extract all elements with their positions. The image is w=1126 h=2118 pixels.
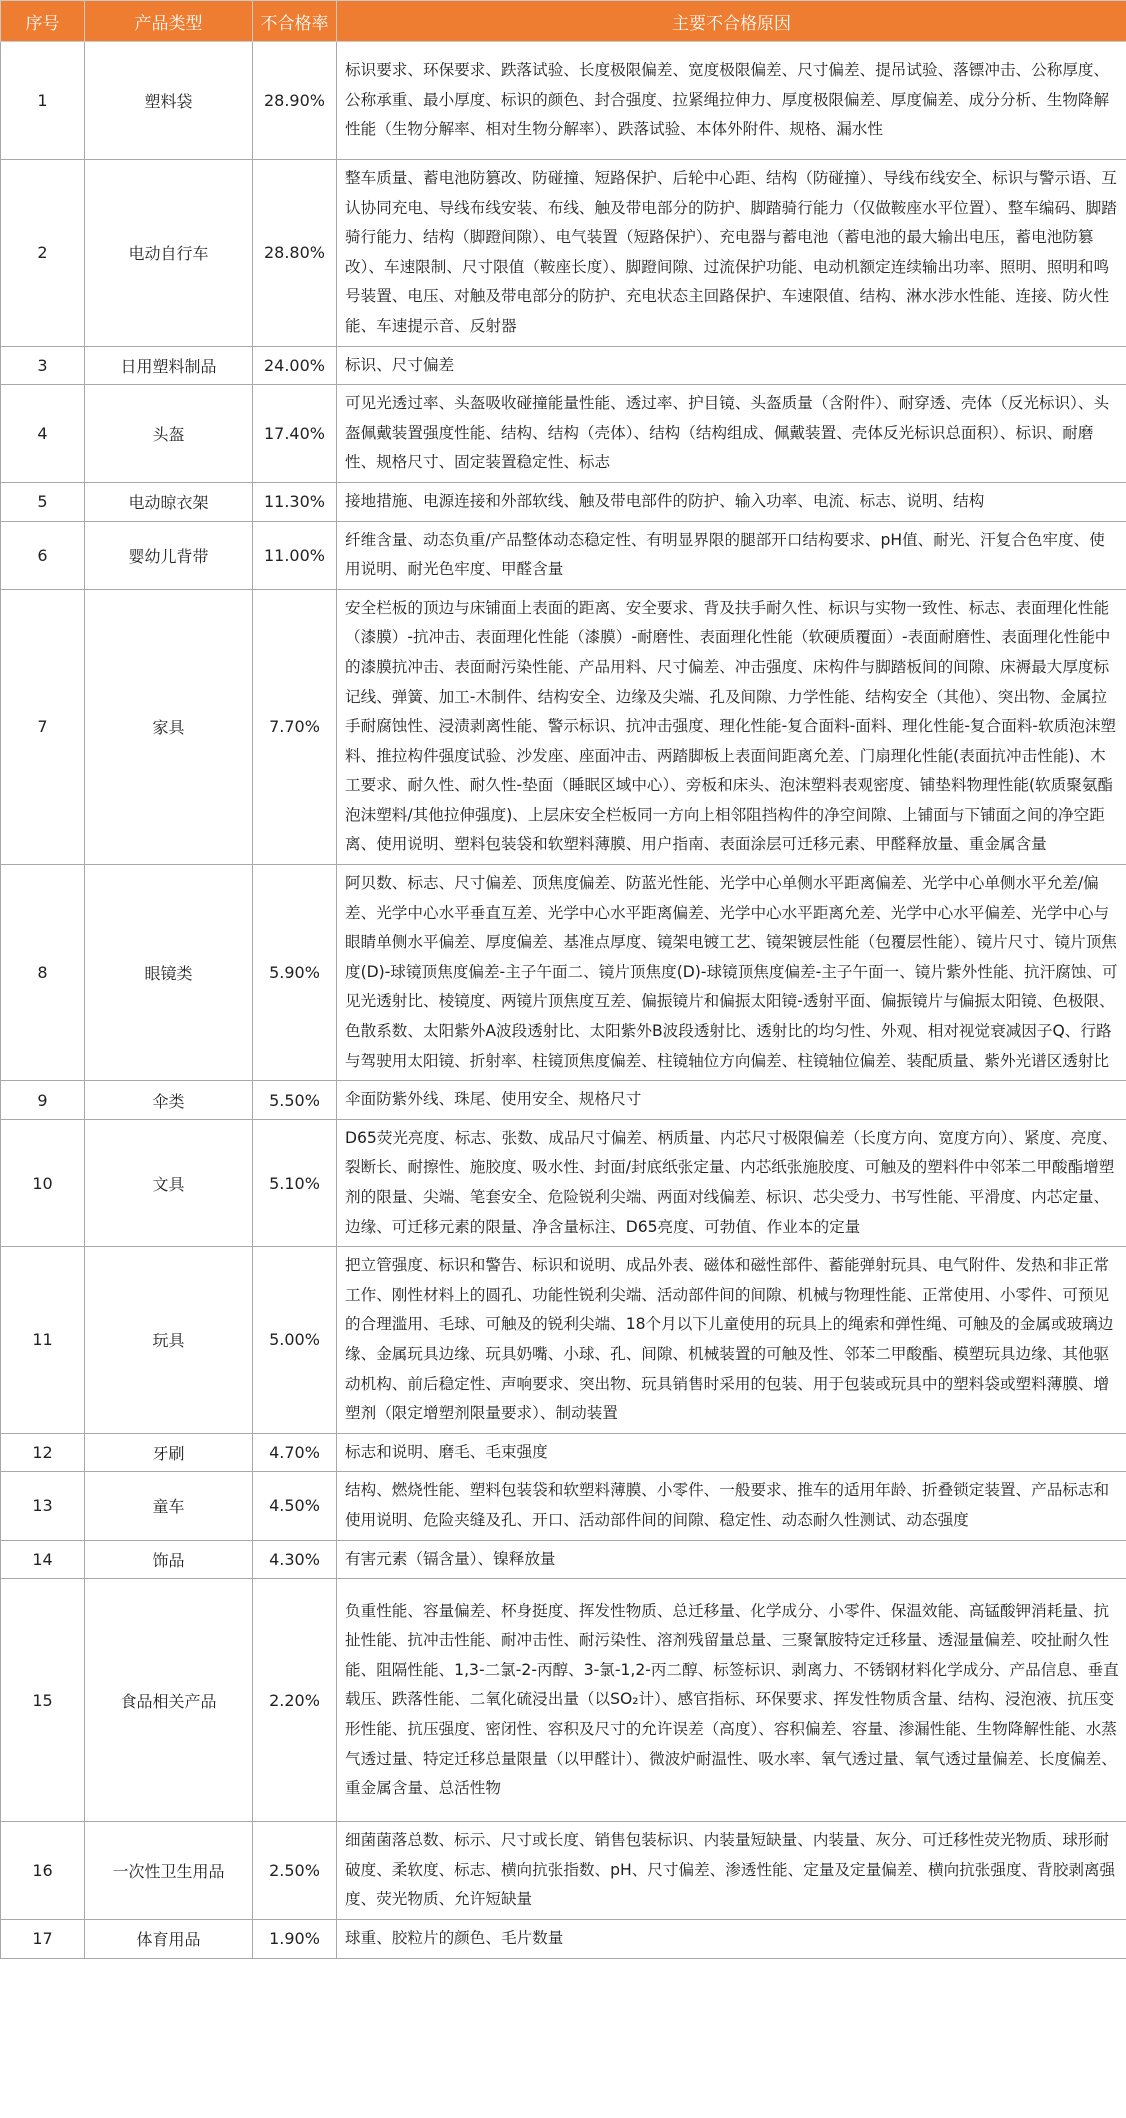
row-rate: 5.50%	[253, 1081, 337, 1120]
row-rate: 2.20%	[253, 1579, 337, 1822]
row-reason: 把立管强度、标识和警告、标识和说明、成品外表、磁体和磁性部件、蓄能弹射玩具、电气附件、发热和非正常工作、刚性材料上的圆孔、功能性锐利尖端、活动部件间的间隙、机械与物理性能、正常使用、小零件、可预见的合理滥用、毛球、可触及的锐利尖端、18个月以下儿童使用的玩具上的绳索和弹性绳、可触及的金属或玻璃边缘、金属玩具边缘、玩具奶嘴、小球、孔、间隙、机械装置的可触及性、邻苯二甲酸酯、模塑玩具边缘、其他驱动机构、前后稳定性、声响要求、突出物、玩具销售时采用的包装、用于包装或玩具中的塑料袋或塑料薄膜、增塑剂（限定增塑剂限量要求）、制动装置	[337, 1247, 1126, 1434]
row-reason: 安全栏板的顶边与床铺面上表面的距离、安全要求、背及扶手耐久性、标识与实物一致性、标志、表面理化性能（漆膜）-抗冲击、表面理化性能（漆膜）-耐磨性、表面理化性能（软硬质覆面）-表面耐磨性、表面理化性能中的漆膜抗冲击、表面耐污染性能、产品用料、尺寸偏差、冲击强度、床构件与脚踏板间的间隙、床褥最大厚度标记线、弹簧、加工-木制件、结构安全、边缘及尖端、孔及间隙、力学性能、结构安全（其他）、突出物、金属拉手耐腐蚀性、浸渍剥离性能、警示标识、抗冲击强度、理化性能-复合面料-面料、理化性能-复合面料-软质泡沫塑料、推拉构件强度试验、沙发座、座面冲击、两踏脚板上表面间距离允差、门扇理化性能(表面抗冲击性能)、木工要求、耐久性、耐久性-垫面（睡眠区域中心）、旁板和床头、泡沫塑料表观密度、铺垫料物理性能(软质聚氨酯泡沫塑料/其他拉伸强度)、上层床安全栏板同一方向上相邻阻挡构件的净空间隙、上铺面与下铺面之间的净空距离、使用说明、塑料包装袋和软塑料薄膜、用户指南、表面涂层可迁移元素、甲醛释放量、重金属含量	[337, 589, 1126, 864]
row-product-type: 童车	[85, 1472, 253, 1540]
row-product-type: 家具	[85, 589, 253, 864]
row-no: 5	[1, 482, 85, 521]
table-row	[1, 1247, 1126, 1434]
row-rate: 24.00%	[253, 346, 337, 385]
row-reason: 标识、尺寸偏差	[337, 346, 1126, 385]
header-no: 序号	[1, 1, 85, 42]
row-product-type: 日用塑料制品	[85, 346, 253, 385]
row-product-type: 眼镜类	[85, 865, 253, 1081]
table-row	[1, 160, 1126, 347]
row-product-type: 电动自行车	[85, 160, 253, 347]
row-rate: 2.50%	[253, 1822, 337, 1920]
table-row	[1, 1579, 1126, 1822]
row-reason: 可见光透过率、头盔吸收碰撞能量性能、透过率、护目镜、头盔质量（含附件）、耐穿透、壳体（反光标识）、头盔佩戴装置强度性能、结构、结构（壳体）、结构（结构组成、佩戴装置、壳体反光标识总面积）、标识、耐磨性、规格尺寸、固定装置稳定性、标志	[337, 385, 1126, 483]
table-row	[1, 1119, 1126, 1246]
row-no: 10	[1, 1119, 85, 1246]
row-product-type: 婴幼儿背带	[85, 521, 253, 589]
row-rate: 17.40%	[253, 385, 337, 483]
row-reason: 细菌菌落总数、标示、尺寸或长度、销售包装标识、内装量短缺量、内装量、灰分、可迁移性荧光物质、球形耐破度、柔软度、标志、横向抗张指数、pH、尺寸偏差、渗透性能、定量及定量偏差、横向抗张强度、背胶剥离强度、荧光物质、允许短缺量	[337, 1822, 1126, 1920]
row-no: 9	[1, 1081, 85, 1120]
row-reason: 阿贝数、标志、尺寸偏差、顶焦度偏差、防蓝光性能、光学中心单侧水平距离偏差、光学中心单侧水平允差/偏差、光学中心水平垂直互差、光学中心水平距离偏差、光学中心水平距离允差、光学中心水平偏差、光学中心与眼睛单侧水平偏差、厚度偏差、基准点厚度、镜架电镀工艺、镜架镀层性能（包覆层性能）、镜片尺寸、镜片顶焦度(D)-球镜顶焦度偏差-主子午面二、镜片顶焦度(D)-球镜顶焦度偏差-主子午面一、镜片紫外性能、抗汗腐蚀、可见光透射比、棱镜度、两镜片顶焦度互差、偏振镜片和偏振太阳镜-透射平面、偏振镜片与偏振太阳镜、色极限、色散系数、太阳紫外A波段透射比、太阳紫外B波段透射比、透射比的均匀性、外观、相对视觉衰减因子Q、行路与驾驶用太阳镜、折射率、柱镜顶焦度偏差、柱镜轴位方向偏差、柱镜轴位偏差、装配质量、紫外光谱区透射比	[337, 865, 1126, 1081]
header-product-type: 产品类型	[85, 1, 253, 42]
row-reason: D65荧光亮度、标志、张数、成品尺寸偏差、柄质量、内芯尺寸极限偏差（长度方向、宽度方向）、紧度、亮度、裂断长、耐擦性、施胶度、吸水性、封面/封底纸张定量、内芯纸张施胶度、可触及的塑料件中邻苯二甲酸酯增塑剂的限量、尖端、笔套安全、危险锐利尖端、两面对线偏差、标识、芯尖受力、书写性能、平滑度、内芯定量、边缘、可迁移元素的限量、净含量标注、D65亮度、可勃值、作业本的定量	[337, 1119, 1126, 1246]
row-rate: 28.80%	[253, 160, 337, 347]
row-rate: 11.00%	[253, 521, 337, 589]
row-rate: 1.90%	[253, 1919, 337, 1958]
row-no: 4	[1, 385, 85, 483]
table-row	[1, 1822, 1126, 1920]
row-reason: 标识要求、环保要求、跌落试验、长度极限偏差、宽度极限偏差、尺寸偏差、提吊试验、落镖冲击、公称厚度、公称承重、最小厚度、标识的颜色、封合强度、拉紧绳拉伸力、厚度极限偏差、厚度偏差、成分分析、生物降解性能（生物分解率、相对生物分解率）、跌落试验、本体外附件、规格、漏水性	[337, 42, 1126, 160]
row-reason: 整车质量、蓄电池防篡改、防碰撞、短路保护、后轮中心距、结构（防碰撞）、导线布线安全、标识与警示语、互认协同充电、导线布线安装、布线、触及带电部分的防护、脚踏骑行能力（仅做鞍座水平位置）、整车编码、脚踏骑行能力、结构（脚蹬间隙）、电气装置（短路保护）、充电器与蓄电池（蓄电池的最大输出电压，蓄电池防篡改）、车速限制、尺寸限值（鞍座长度）、脚蹬间隙、过流保护功能、电动机额定连续输出功率、照明、照明和鸣号装置、电压、对触及带电部分的防护、充电状态主回路保护、车速限值、结构、淋水涉水性能、连接、防火性能、车速提示音、反射器	[337, 160, 1126, 347]
row-reason: 标志和说明、磨毛、毛束强度	[337, 1433, 1126, 1472]
row-no: 11	[1, 1247, 85, 1434]
row-no: 1	[1, 42, 85, 160]
row-rate: 28.90%	[253, 42, 337, 160]
row-reason: 有害元素（镉含量）、镍释放量	[337, 1540, 1126, 1579]
table-row	[1, 1081, 1126, 1120]
row-product-type: 塑料袋	[85, 42, 253, 160]
table-header-row	[1, 1, 1126, 42]
row-reason: 纤维含量、动态负重/产品整体动态稳定性、有明显界限的腿部开口结构要求、pH值、耐光、汗复合色牢度、使用说明、耐光色牢度、甲醛含量	[337, 521, 1126, 589]
table-row	[1, 346, 1126, 385]
table-row	[1, 589, 1126, 864]
table-row	[1, 385, 1126, 483]
row-reason: 结构、燃烧性能、塑料包装袋和软塑料薄膜、小零件、一般要求、推车的适用年龄、折叠锁定装置、产品标志和使用说明、危险夹缝及孔、开口、活动部件间的间隙、稳定性、动态耐久性测试、动态强度	[337, 1472, 1126, 1540]
header-rate: 不合格率	[253, 1, 337, 42]
row-reason: 球重、胶粒片的颜色、毛片数量	[337, 1919, 1126, 1958]
row-product-type: 头盔	[85, 385, 253, 483]
row-no: 7	[1, 589, 85, 864]
row-product-type: 体育用品	[85, 1919, 253, 1958]
row-reason: 负重性能、容量偏差、杯身挺度、挥发性物质、总迁移量、化学成分、小零件、保温效能、高锰酸钾消耗量、抗扯性能、抗冲击性能、耐冲击性、耐污染性、溶剂残留量总量、三聚氰胺特定迁移量、透湿量偏差、咬扯耐久性能、阻隔性能、1,3-二氯-2-丙醇、3-氯-1,2-丙二醇、标签标识、剥离力、不锈钢材料化学成分、产品信息、垂直载压、跌落性能、二氧化硫浸出量（以SO₂计）、感官指标、环保要求、挥发性物质含量、结构、浸泡液、抗压变形性能、抗压强度、密闭性、容积及尺寸的允许误差（高度）、容积偏差、容量、渗漏性能、生物降解性能、水蒸气透过量、特定迁移总量限量（以甲醛计）、微波炉耐温性、吸水率、氧气透过量、氧气透过量偏差、长度偏差、重金属含量、总活性物	[337, 1579, 1126, 1822]
row-no: 14	[1, 1540, 85, 1579]
row-rate: 11.30%	[253, 482, 337, 521]
row-rate: 4.70%	[253, 1433, 337, 1472]
row-no: 6	[1, 521, 85, 589]
row-rate: 4.50%	[253, 1472, 337, 1540]
row-no: 12	[1, 1433, 85, 1472]
row-no: 15	[1, 1579, 85, 1822]
header-reason: 主要不合格原因	[337, 1, 1126, 42]
row-reason: 接地措施、电源连接和外部软线、触及带电部件的防护、输入功率、电流、标志、说明、结构	[337, 482, 1126, 521]
table-row	[1, 1540, 1126, 1579]
row-product-type: 一次性卫生用品	[85, 1822, 253, 1920]
row-product-type: 牙刷	[85, 1433, 253, 1472]
table-row	[1, 865, 1126, 1081]
row-no: 3	[1, 346, 85, 385]
row-no: 13	[1, 1472, 85, 1540]
row-no: 17	[1, 1919, 85, 1958]
table-row	[1, 42, 1126, 160]
row-rate: 5.10%	[253, 1119, 337, 1246]
row-product-type: 电动晾衣架	[85, 482, 253, 521]
table-row	[1, 1472, 1126, 1540]
row-no: 16	[1, 1822, 85, 1920]
row-rate: 4.30%	[253, 1540, 337, 1579]
table-row	[1, 521, 1126, 589]
row-product-type: 文具	[85, 1119, 253, 1246]
row-rate: 7.70%	[253, 589, 337, 864]
row-rate: 5.00%	[253, 1247, 337, 1434]
row-rate: 5.90%	[253, 865, 337, 1081]
row-no: 8	[1, 865, 85, 1081]
row-product-type: 伞类	[85, 1081, 253, 1120]
table-row	[1, 482, 1126, 521]
table-row	[1, 1433, 1126, 1472]
row-product-type: 玩具	[85, 1247, 253, 1434]
row-no: 2	[1, 160, 85, 347]
row-reason: 伞面防紫外线、珠尾、使用安全、规格尺寸	[337, 1081, 1126, 1120]
table-row	[1, 1919, 1126, 1958]
row-product-type: 饰品	[85, 1540, 253, 1579]
row-product-type: 食品相关产品	[85, 1579, 253, 1822]
